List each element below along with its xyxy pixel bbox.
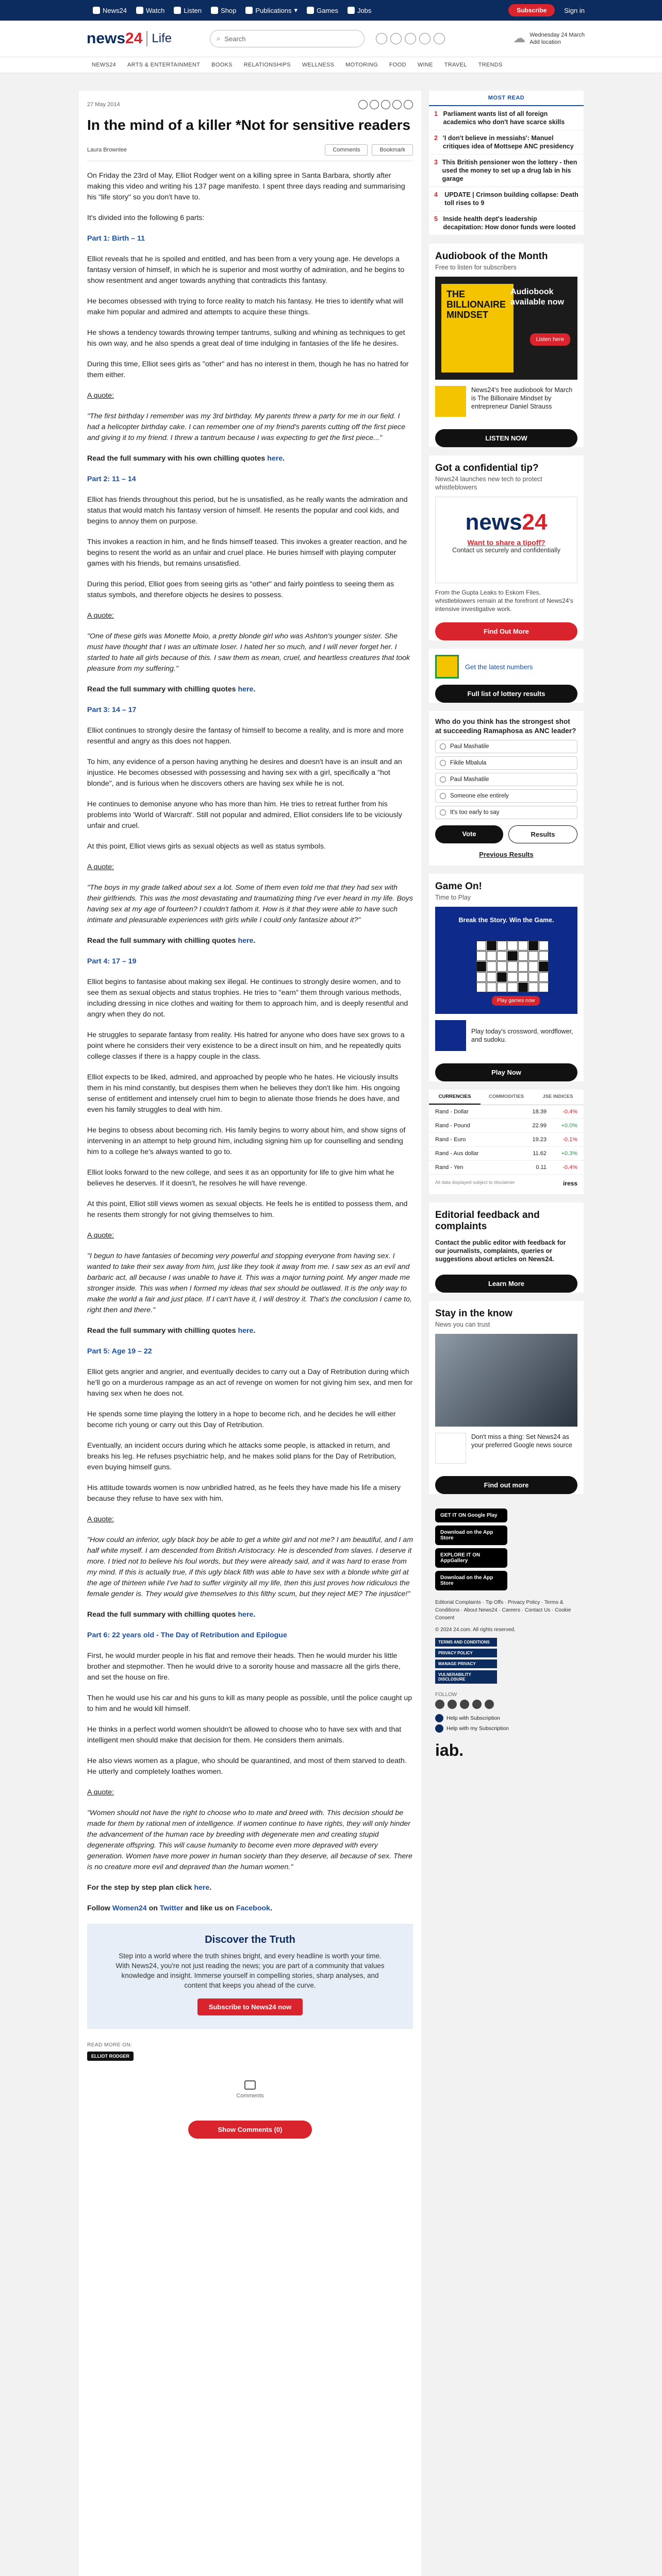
paragraph: Elliot looks forward to the new college, and sees it as an opportunity for life to give him what he believes he deserves. If it doesn't, he resolves he will have revenge. — [87, 1168, 394, 1188]
twitter-link[interactable]: Twitter — [159, 1904, 184, 1912]
home-icon — [93, 7, 100, 14]
paragraph: Elliot expects to be liked, admired, and approached by people who he hates. He viciously insults them in his mind constantly, but despises them when he believes they don't like him. His ongoing sense of entitlement and intensely cruel him to begin to alienate those friends he does have, and even his family struggles to deal with him. — [87, 1073, 400, 1114]
promo-body: Step into a world where the truth shines bright, and every headline is worth your time. With News24, you're not just reading the news; you are part of a community that values knowledge and insight. Immerse yourself in compelling stories, sharp analyses, and content that keeps you ahead of the curve. — [115, 1952, 385, 1989]
search-placeholder: Search — [224, 35, 246, 43]
paragraph: He also views women as a plague, who should be quarantined, and most of them starved to death. He utterly and completely loathes women. — [87, 1757, 407, 1776]
tip-subtitle: News24 launches new tech to protect whistleblowers — [435, 476, 542, 491]
paragraph: He shows a tendency towards throwing temper tantrums, sulking and whining as techniques to get his own way, and he also spends a great deal of time indulging in fantasies of the life he desires. — [87, 329, 405, 348]
app-footer — [429, 1502, 584, 1770]
nav-travel[interactable]: TRAVEL — [444, 62, 467, 68]
paragraph: Elliot reveals that he is spoiled and entitled, and has been from a very young age. He develops a fantasy version of himself, in which he is superior and most worthy of admiration, and he begins to show resentment and anger towards anything that contradicts this fantasy. — [87, 255, 405, 285]
footer-links[interactable]: Editorial Complaints · Tip Offs · Privacy Policy · Terms & Conditions · About News24 · Careers · Contact Us · Cookie Consent — [435, 1600, 571, 1621]
quote-label: A quote: — [87, 1788, 114, 1797]
paragraph: He thinks in a perfect world women shouldn't be allowed to choose who to have sex with and that intelligent men should make that decision for them. He considers them animals. — [87, 1725, 402, 1744]
nav-trends[interactable]: TRENDS — [478, 62, 503, 68]
lotto-text: Get the latest numbers — [465, 663, 533, 671]
find-out-more-button-2[interactable]: Find out more — [435, 1476, 577, 1494]
byline — [87, 144, 413, 161]
nav-wellness[interactable]: WELLNESS — [302, 62, 335, 68]
poll-option[interactable]: Someone else entirely — [435, 789, 577, 803]
tipoff-widget — [429, 455, 584, 640]
editorial-desc: Contact the public editor with feedback for our journalists, complaints, queries or suggestions about articles on News24. — [435, 1239, 566, 1263]
profile-icon[interactable] — [434, 33, 445, 44]
topbar-label: Listen — [184, 6, 202, 14]
games-ad-text: Break the Story. Win the Game. — [458, 917, 554, 924]
article-title: In the mind of a killer *Not for sensitive readers — [87, 117, 411, 133]
part-heading: Part 1: Birth – 11 — [87, 234, 145, 243]
audiobook-title: Audiobook of the Month — [435, 251, 548, 262]
lotto-logo — [435, 655, 459, 679]
games-subtitle: Time to Play — [435, 894, 471, 901]
paragraph: To him, any evidence of a person having anything he desires and doesn't have is an insult and an injustice. He becomes obsessed with possessing and having sex with a girl, specifically a "hot blonde", and is furious when he discovers others are having sex while he is not. — [87, 758, 402, 788]
cloud-icon: ☁ — [513, 31, 526, 45]
stay-row[interactable] — [429, 1427, 584, 1470]
app-store-badge-2[interactable]: Download on the App Store — [435, 1571, 507, 1590]
stay-subtitle: News you can trust — [435, 1321, 490, 1328]
site-header — [0, 21, 662, 57]
paragraph: Elliot begins to fantasise about making sex illegal. He continues to strongly desire women, and to see them as sexual objects and status trophies. He tries to "earn" them through various methods, including dressing in nice clothes and waiting for them to approach him, and is deeply resentful and angry when they do not. — [87, 978, 408, 1019]
nav-motoring[interactable]: MOTORING — [345, 62, 378, 68]
read-more-line: Read the full summary with chilling quotes here. — [87, 1611, 256, 1619]
listen-here-button[interactable]: Listen here — [530, 333, 570, 346]
crossword-graphic — [476, 941, 549, 992]
tip-desc: From the Gupta Leaks to Eskom Files, whistleblowers remain at the forefront of News24's intensive investigative work. — [435, 589, 573, 613]
poll-question: Who do you think has the strongest shot at succeeding Ramaphosa as ANC leader? — [435, 718, 576, 735]
weather-date: Wednesday 24 March — [529, 32, 585, 38]
most-read-item[interactable]: 5 Inside health dept's leadership decapitation: How donor funds were looted — [429, 211, 584, 235]
read-more-line: Read the full summary with chilling quotes here. — [87, 1327, 256, 1335]
article-date: 27 May 2014 — [87, 101, 120, 108]
comments-label: Comments — [236, 2093, 264, 2099]
logo-news: news24 — [87, 30, 143, 47]
games-row[interactable] — [429, 1014, 584, 1057]
quote: "How could an inferior, ugly black boy be able to get a white girl and not me? I am beautiful, and I am half white myself. I am descended from British Aristocracy. He is descended from slaves. I deserve it more. I tried not to believe his foul words, but they were already said, and it was hard to erase from my mind. If this is actually true, if this ugly black filth was able to have sex with a blonde white girl at the age of thirteen while I've had to suffer virginity all my life, then this just proves how ridiculous the female gender is. They would give themselves to this filthy scum, but they reject ME? The injustice!" — [87, 1536, 413, 1598]
editorial-title: Editorial feedback and complaints — [435, 1210, 540, 1232]
part-heading: Part 5: Age 19 – 22 — [87, 1347, 152, 1355]
iress-logo: iress — [562, 1180, 577, 1187]
paragraph: During this time, Elliot sees girls as "other" and has no interest in them, though he has no hatred for them either. — [87, 360, 409, 379]
tip-line: Contact us securely and confidentially — [452, 547, 560, 554]
markets-widget — [429, 1090, 584, 1194]
privacy-badge[interactable]: PRIVACY POLICY — [435, 1649, 497, 1657]
step-plan-link[interactable]: here — [194, 1884, 210, 1892]
nav-food[interactable]: FOOD — [389, 62, 406, 68]
signin-link[interactable]: Sign in — [564, 6, 585, 14]
editorial-widget — [429, 1202, 584, 1293]
quote-label: A quote: — [87, 863, 114, 871]
most-read-item[interactable]: 1 Parliament wants list of all foreign academics who don't have scarce skills — [429, 106, 584, 130]
topbar-shop[interactable] — [211, 7, 236, 14]
paragraph: On Friday the 23rd of May, Elliot Rodger went on a killing spree in Santa Barbara, shortly after making this video and writing his 137 page manifesto. I spent three days reading and summarising his "life story" so you don't have to. — [87, 172, 405, 201]
quote: "The boys in my grade talked about sex a lot. Some of them even told me that they had sex with their girlfriends. This was the most devastating and traumatizing thing I've ever heard in my life. Boys having sex at my age of fourteen? I couldn't fathom it. How is it that they were able to have such intimate and pleasurable experiences with girls while I could only fantasize about it?" — [87, 884, 413, 924]
top-utility-bar — [0, 0, 662, 21]
tab-commodities[interactable]: COMMODITIES — [488, 1094, 524, 1099]
tiktok-icon[interactable] — [485, 1700, 494, 1709]
audiobook-thumbnail — [435, 386, 466, 417]
article-meta — [87, 100, 413, 109]
audio-icon[interactable] — [390, 33, 402, 44]
radio-icon — [440, 760, 446, 766]
iab-logo: iab. — [435, 1741, 464, 1759]
currency-row: Rand - Aus dollar 11.62 +0.3% — [429, 1147, 584, 1161]
subscribe-button[interactable]: Subscribe — [508, 4, 555, 16]
email-icon[interactable] — [404, 100, 413, 109]
share-bar — [358, 100, 413, 109]
most-read-item[interactable]: 4 UPDATE | Crimson building collapse: Death toll rises to 9 — [429, 187, 584, 211]
audiobook-desc: News24's free audiobook for March is The Billionaire Mindset by entrepreneur Daniel Strauss — [471, 386, 573, 410]
facebook-link[interactable]: Facebook — [236, 1904, 271, 1912]
paragraph: He begins to obsess about becoming rich. His family begins to worry about him, and show signs of intervening in an attempt to help ground him, including signing him up for counselling and sending him to a college he's always wanted to go to. — [87, 1126, 406, 1156]
play-games-button[interactable]: Play games now — [492, 996, 540, 1006]
read-more-link[interactable]: here — [238, 937, 254, 945]
topbar-jobs[interactable] — [347, 7, 371, 14]
help-icon — [435, 1714, 443, 1722]
paragraph: At this point, Elliot views girls as sexual objects as well as status symbols. — [87, 842, 326, 851]
topbar-news24[interactable] — [93, 7, 127, 14]
previous-results-link[interactable]: Previous Results — [479, 851, 534, 858]
copyright: © 2024 24.com. All rights reserved. — [435, 1627, 516, 1633]
book-ad-text: Audiobook available now — [510, 287, 565, 307]
games-thumbnail — [435, 1020, 466, 1051]
vulnerability-badge[interactable]: VULNERABILITY DISCLOSURE — [435, 1670, 497, 1684]
quote-label: A quote: — [87, 612, 114, 620]
link-icon[interactable] — [370, 100, 379, 109]
tip-title: Got a confidential tip? — [435, 463, 539, 473]
bookmark-icon[interactable] — [405, 33, 416, 44]
article-column — [79, 91, 421, 2576]
book-cover: THE BILLIONAIRE MINDSET — [441, 284, 514, 372]
instagram-icon[interactable] — [460, 1700, 469, 1709]
quote: "I begun to have fantasies of becoming very powerful and stopping everyone from having sex. I wanted to take their sex away from him, just like they took it away from me. I saw sex as an evil and barbaric act, all because I was unable to have it. This was a major turning point. My anger made me stronger inside. This was when I formed my ideas that sex should be outlawed. It is the only way to make the world a fair and just place. If I can't have it, I will destroy it. That's the conclusion I came to, right then and there." — [87, 1252, 412, 1314]
most-read-item[interactable]: 2 'I don't believe in messiahs': Manuel critiques idea of Mottsepe ANC presidency — [429, 130, 584, 155]
search-input[interactable] — [210, 30, 365, 47]
quote-label: A quote: — [87, 1515, 114, 1523]
terms-badge[interactable]: TERMS AND CONDITIONS — [435, 1638, 497, 1647]
quote: "Women should not have the right to choose who to mate and breed with. This decision should be made for them by rational men of intelligence. If women continue to have rights, they will only hinder the advancement of the human race by breeding with degenerate men and creating stupid degenerate offspring. This will cause humanity to become even more depraved with every generation. Women have more power in human society than they deserve, all because of sex. There is no creature more evil and depraved than the human women." — [87, 1809, 412, 1871]
topbar-label: News24 — [103, 6, 127, 14]
step-plan-line: For the step by step plan click here. — [87, 1884, 212, 1892]
play-now-button[interactable]: Play Now — [435, 1063, 577, 1081]
women24-link[interactable]: Women24 — [112, 1904, 147, 1912]
topbar-label: Publications — [255, 6, 292, 14]
weather-location: Add location — [529, 39, 561, 45]
help-item[interactable]: Help with Subscription — [429, 1714, 584, 1724]
show-comments-button[interactable]: Show Comments (0) — [188, 2121, 312, 2139]
find-out-more-button[interactable]: Find Out More — [435, 622, 577, 640]
poll-option[interactable]: It's too early to say — [435, 806, 577, 819]
tip-want: Want to share a tipoff? — [467, 538, 545, 547]
quote-label: A quote: — [87, 1231, 114, 1240]
currency-row: Rand - Euro 19.23 -0.1% — [429, 1133, 584, 1147]
markets-disclaimer[interactable]: All data displayed subject to disclaimer — [435, 1180, 515, 1185]
x-icon[interactable] — [448, 1700, 457, 1709]
paragraph: He struggles to separate fantasy from reality. His hatred for anyone who does have sex grows to a point where he considers their very existence to be a direct insult on him, and he repeatedly quits college classes if there is a happy couple in the class. — [87, 1031, 405, 1061]
paragraph: Elliot gets angrier and angrier, and eventually decides to carry out a Day of Retribution during which he'll go on a murderous rampage as an act of revenge on women for not giving him sex, and men for having sex when he does not. — [87, 1368, 413, 1398]
nav-wine[interactable]: WINE — [417, 62, 433, 68]
author[interactable]: Laura Brownlee — [87, 147, 127, 153]
paragraph: Then he would use his car and his guns to kill as many people as possible, until the police caught up to him and he would kill himself. — [87, 1694, 412, 1713]
promo-title: Discover the Truth — [205, 1934, 295, 1945]
facebook-icon[interactable] — [381, 100, 390, 109]
cart-icon — [211, 7, 218, 14]
topbar-listen[interactable] — [174, 7, 202, 14]
bookmark-button[interactable]: Bookmark — [372, 144, 413, 156]
stay-in-know-widget — [429, 1301, 584, 1494]
read-more-line: Read the full summary with chilling quotes here. — [87, 937, 256, 945]
stay-desc: Don't miss a thing: Set News24 as your preferred Google news source — [471, 1433, 572, 1449]
topbar-label: Jobs — [357, 6, 372, 14]
nav-books[interactable]: BOOKS — [211, 62, 233, 68]
manage-privacy-badge[interactable]: MANAGE PRIVACY — [435, 1659, 497, 1668]
radio-icon — [440, 809, 446, 816]
comments-button[interactable]: Comments — [325, 144, 368, 156]
help-item[interactable]: Help with my Subscription — [429, 1724, 584, 1735]
comments-section — [87, 2080, 413, 2099]
poll-option[interactable]: Paul Mashatile — [435, 773, 577, 786]
paragraph: This invokes a reaction in him, and he finds himself teased. This invokes a greater reaction, and he begins to resent the world as an unfair and cruel place. He buries himself with playing computer games with his friends, but remains unsatisfied. — [87, 538, 407, 568]
x-icon[interactable] — [392, 100, 402, 109]
topbar-games[interactable] — [307, 7, 338, 14]
promo-subscribe-button[interactable]: Subscribe to News24 now — [197, 1998, 303, 2015]
nav-news24[interactable]: NEWS24 — [92, 62, 117, 68]
briefcase-icon — [347, 7, 355, 14]
stay-image — [435, 1334, 577, 1427]
read-more-link[interactable]: here — [238, 685, 254, 693]
paragraph: First, he would murder people in his flat and remove their heads. Then he would murder his little brother and stepmother. Then he would drive to a sorority house and massacre all the girls there, and set the house on fire. — [87, 1652, 401, 1682]
paragraph: It's divided into the following 6 parts: — [87, 214, 205, 222]
poll-option[interactable]: Paul Mashatile — [435, 740, 577, 753]
lottery-results-button[interactable]: Full list of lottery results — [435, 685, 577, 703]
headphones-icon — [174, 7, 181, 14]
currency-row: Rand - Pound 22.99 +0.0% — [429, 1119, 584, 1133]
listen-now-button[interactable]: LISTEN NOW — [435, 429, 577, 447]
radio-icon — [440, 743, 446, 750]
tip-ad[interactable] — [435, 497, 577, 583]
paragraph: He spends some time playing the lottery in a hope to become rich, and he decides he will either become rich young or carry out this Day of Retribution. — [87, 1410, 396, 1429]
stay-title: Stay in the know — [435, 1308, 512, 1319]
radio-icon — [440, 776, 446, 783]
games-widget — [429, 874, 584, 1081]
most-read-tab[interactable]: MOST READ — [488, 95, 525, 101]
paragraph: At this point, Elliot still views women as sexual objects. He feels he is entitled to possess them, and he resents them strongly for not giving themselves to him. — [87, 1200, 408, 1219]
paragraph: During this period, Elliot goes from seeing girls as "other" and fairly pointless to seeing them as status symbols, and therefore objects he desires to possess. — [87, 580, 394, 599]
logo-section: Life — [152, 31, 172, 45]
poll-widget — [429, 711, 584, 866]
part-heading: Part 4: 17 – 19 — [87, 957, 137, 965]
youtube-icon[interactable] — [472, 1700, 482, 1709]
tags-title: READ MORE ON: — [87, 2042, 133, 2048]
read-more-line: Read the full summary with his own chilling quotes here. — [87, 454, 285, 463]
paragraph: Elliot has friends throughout this period, but he is unsatisfied, as he really wants the admiration and status that would match his fantasy version of himself. He resents the popular and cool kids, and begins to annoy them on purpose. — [87, 496, 408, 526]
site-logo[interactable] — [87, 30, 172, 47]
vote-button[interactable]: Vote — [435, 825, 503, 843]
topbar-label: Shop — [221, 6, 237, 14]
search-icon: ⌕ — [217, 35, 221, 42]
currency-row: Rand - Yen 0.11 -0.4% — [429, 1161, 584, 1175]
topbar-label: Watch — [145, 6, 165, 14]
currency-row: Rand - Dollar 18.39 -0.4% — [429, 1105, 584, 1119]
paragraph: Eventually, an incident occurs during which he attacks some people, is attacked in return, and breaks his leg. He refuses psychiatric help, and he makes solid plans for the Day of Retribution, even buying himself guns. — [87, 1442, 396, 1471]
follow-label: FOLLOW — [435, 1692, 457, 1698]
header-icons — [376, 33, 445, 44]
tag-elliot-rodger[interactable]: ELLIOT RODGER — [87, 2052, 134, 2061]
topbar-publications[interactable]: Publications ▾ — [245, 6, 297, 14]
audiobook-row[interactable] — [429, 380, 584, 423]
read-more-link[interactable]: here — [238, 1327, 254, 1335]
read-more-link[interactable]: here — [267, 454, 283, 463]
appgallery-badge[interactable]: EXPLORE IT ON AppGallery — [435, 1548, 507, 1568]
learn-more-button[interactable]: Learn More — [435, 1275, 577, 1293]
paragraph: He becomes obsessed with trying to force reality to match his fantasy. He tries to identify what will make him popular and admired and attempts to acquire these things. — [87, 297, 404, 316]
read-more-link[interactable]: here — [238, 1611, 254, 1619]
topbar-label: Games — [317, 6, 338, 14]
audiobook-subtitle: Free to listen for subscribers — [435, 264, 517, 271]
book-icon — [245, 7, 253, 14]
tip-logo: news24 — [465, 510, 548, 535]
games-desc: Play today's crossword, wordflower, and sudoku. — [471, 1028, 573, 1043]
tab-currencies[interactable]: CURRENCIES — [429, 1090, 481, 1105]
paragraph: His attitude towards women is now unbridled hatred, as he feels they have made his life a misery because they refuse to have sex with him. — [87, 1484, 401, 1503]
app-store-badge[interactable]: Download on the App Store — [435, 1526, 507, 1545]
quote: "The first birthday I remember was my 3rd birthday. My parents threw a party for me in our field. I had a helicopter birthday cake. I can remember one of my friend's parents cutting off the first piece and giving it to my friend. I threw a tantrum because I was expecting to get the first piece..." — [87, 412, 406, 442]
logo-divider — [146, 31, 147, 46]
paragraph: Elliot continues to strongly desire the fantasy of himself to become a reality, and is more and more resentful and angry as this does not happen. — [87, 726, 404, 745]
read-more-line: Read the full summary with chilling quotes here. — [87, 685, 256, 693]
nav-arts[interactable]: ARTS & ENTERTAINMENT — [127, 62, 201, 68]
section-nav — [0, 57, 662, 73]
results-button[interactable]: Results — [508, 825, 577, 843]
share-icon[interactable] — [358, 100, 368, 109]
play-icon — [136, 7, 143, 14]
games-ad[interactable] — [435, 907, 577, 1014]
notifications-icon[interactable] — [376, 33, 387, 44]
help-icon — [435, 1724, 443, 1733]
audiobook-widget — [429, 244, 584, 447]
google-play-badge[interactable]: GET IT ON Google Play — [435, 1509, 507, 1522]
paragraph: He continues to demonise anyone who has more than him. He tries to retreat further from his problems into 'World of Warcraft'. Still not popular and admired, Elliot considers life to be viciously unfair and cruel. — [87, 800, 403, 830]
facebook-icon[interactable] — [435, 1700, 444, 1709]
lotto-widget — [429, 649, 584, 703]
most-read-item[interactable]: 3 This British pensioner won the lottery - then used the money to set up a drug lab in his garage — [429, 155, 584, 187]
quote: "One of these girls was Monette Moio, a pretty blonde girl who was Ashton's younger sister. She must have thought that I was an ultimate loser. I hated her so much, and I will never forget her. I started to hate all girls because of this. I saw them as mean, cruel, and heartless creatures that took pleasure from my suffering." — [87, 632, 410, 673]
follow-line: Follow Women24 on Twitter and like us on Facebook. — [87, 1904, 272, 1912]
nav-relationships[interactable]: RELATIONSHIPS — [243, 62, 291, 68]
part-heading: Part 3: 14 – 17 — [87, 706, 137, 714]
quote-label: A quote: — [87, 392, 114, 400]
tab-jse-indices[interactable]: JSE INDICES — [542, 1094, 573, 1099]
share-icon[interactable] — [419, 33, 431, 44]
games-title: Game On! — [435, 881, 482, 892]
weather-widget[interactable] — [513, 31, 585, 46]
poll-option[interactable]: Fikile Mbalula — [435, 756, 577, 770]
part-heading: Part 6: 22 years old - The Day of Retribution and Epilogue — [87, 1631, 287, 1639]
radio-icon — [440, 793, 446, 799]
audiobook-ad[interactable] — [435, 277, 577, 380]
google-logo — [435, 1433, 466, 1464]
topbar-watch[interactable] — [136, 7, 164, 14]
subscribe-promo — [87, 1924, 413, 2029]
comment-icon — [244, 2080, 256, 2090]
sidebar — [429, 91, 584, 1770]
most-read-widget — [429, 91, 584, 235]
part-heading: Part 2: 11 – 14 — [87, 475, 136, 483]
puzzle-icon — [307, 7, 314, 14]
